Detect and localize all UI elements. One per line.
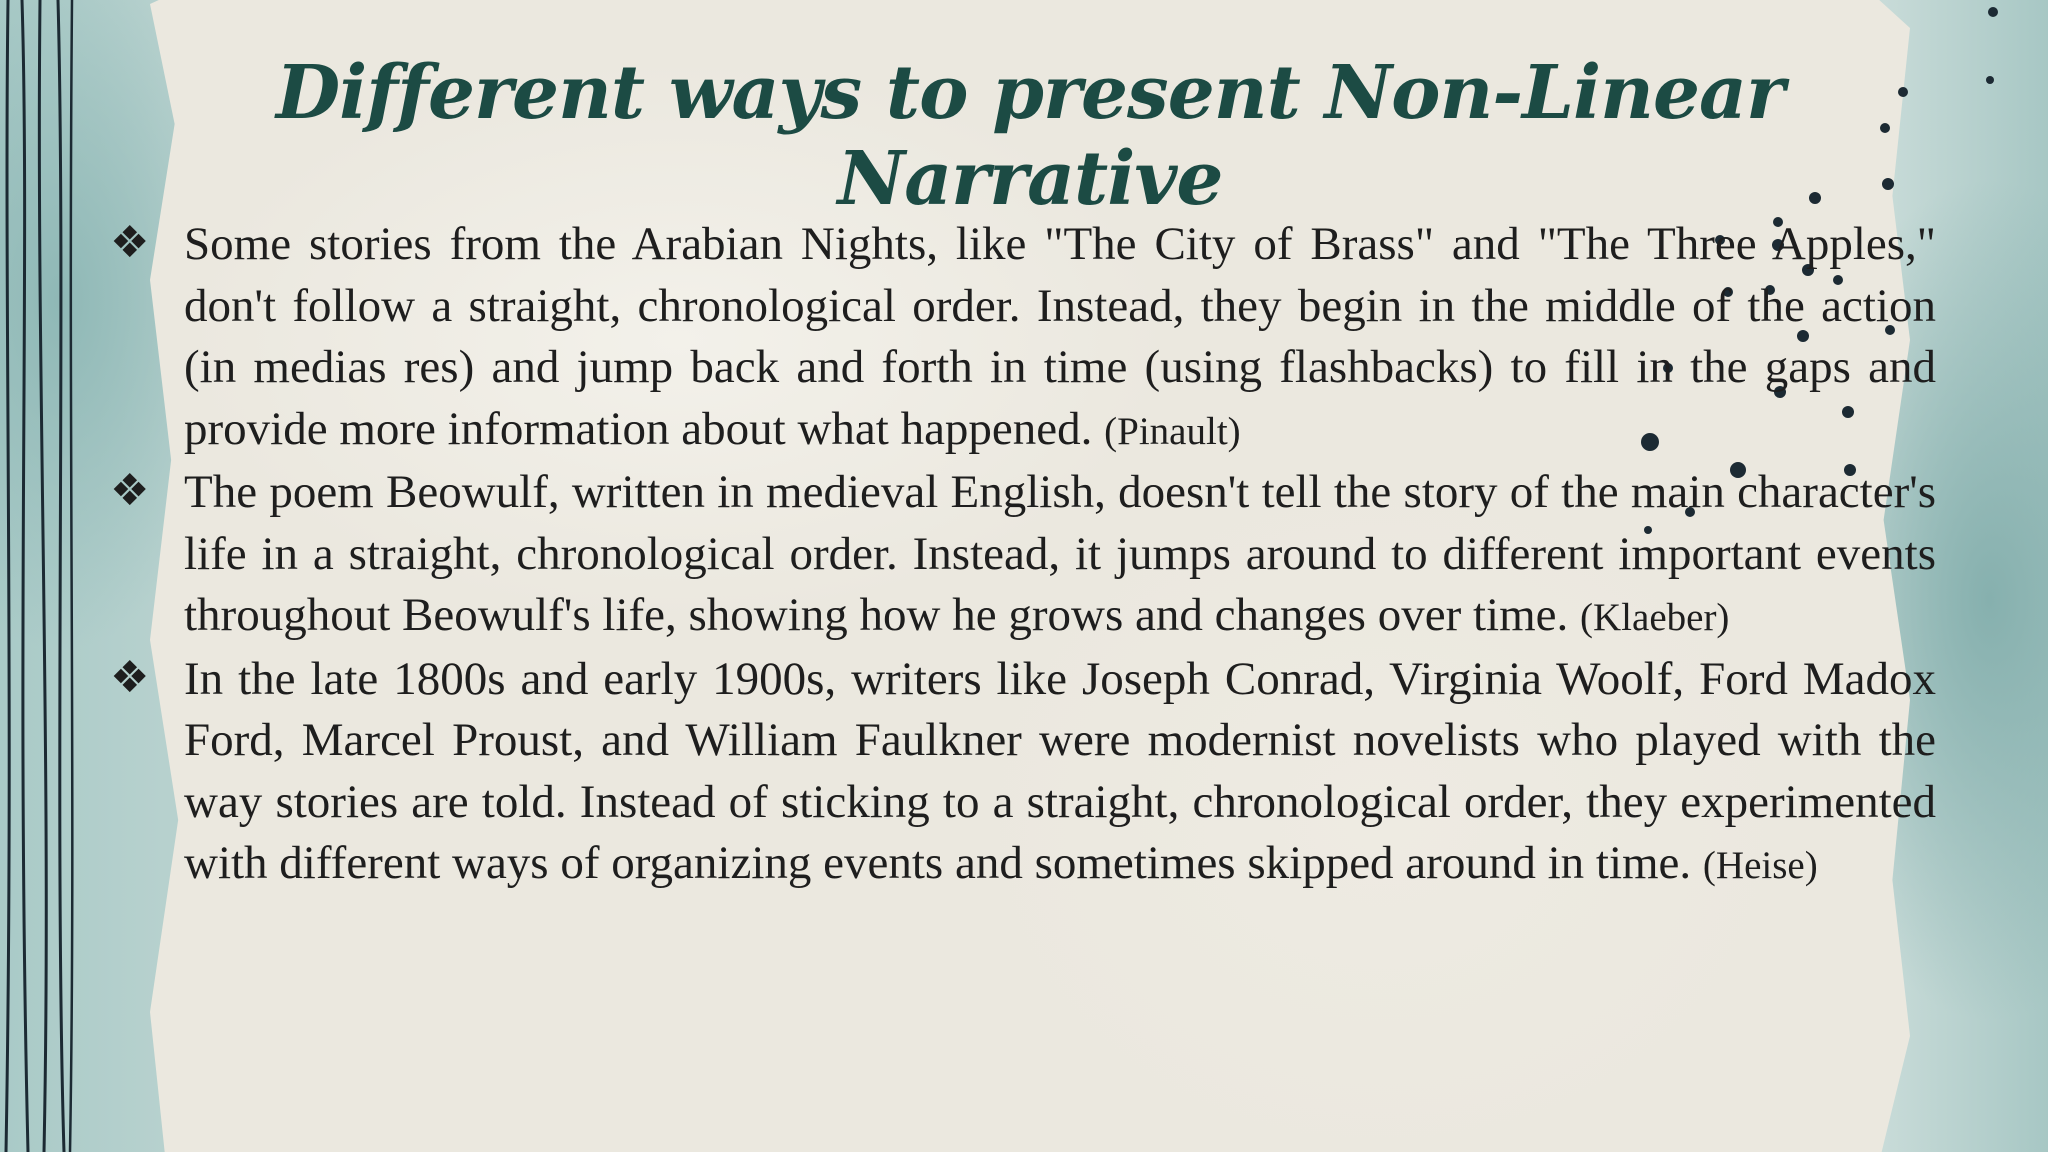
- citation: (Pinault): [1104, 409, 1241, 453]
- diamond-quad-bullet-icon: ❖: [110, 217, 150, 268]
- bullet-body: Some stories from the Arabian Nights, like "The City of Brass" and "The Three Apples," don't follow a straight, chronological order. Instead, they begin in the middle of the action (in medias res) and jump back and forth in time (using flashbacks) to fill in the gaps and provide more information about what happened.: [184, 218, 1936, 455]
- citation: (Heise): [1702, 844, 1818, 887]
- bullet-text: [184, 214, 1936, 462]
- citation: (Klaeber): [1580, 596, 1730, 639]
- vertical-strings-decoration: [0, 0, 90, 1152]
- bullet-body: The poem Beowulf, written in medieval English, doesn't tell the story of the main character's life in a straight, chronological order. Instead, it jumps around to different important events throughout Beowulf's life, showing how he grows and changes over time.: [184, 466, 1936, 641]
- bullet-list: [110, 214, 1936, 897]
- bullet-item-beowulf: [110, 462, 1936, 649]
- diamond-quad-bullet-icon: ❖: [110, 465, 150, 516]
- slide-title: Different ways to present Non-Linear Narrative: [276, 50, 1784, 222]
- bullet-item-arabian-nights: [110, 214, 1936, 462]
- bullet-text: [184, 462, 1936, 649]
- bullet-item-modernist-novelists: [110, 649, 1936, 897]
- diamond-quad-bullet-icon: ❖: [110, 651, 150, 703]
- bullet-body: In the late 1800s and early 1900s, writers like Joseph Conrad, Virginia Woolf, Ford Madox Ford, Marcel Proust, and William Faulkner were modernist novelists who played with the way stories are told. Instead of sticking to a straight, chronological order, they experimented with different ways of organizing events and sometimes skipped around in time.: [184, 652, 1936, 889]
- bullet-text: [184, 649, 1936, 897]
